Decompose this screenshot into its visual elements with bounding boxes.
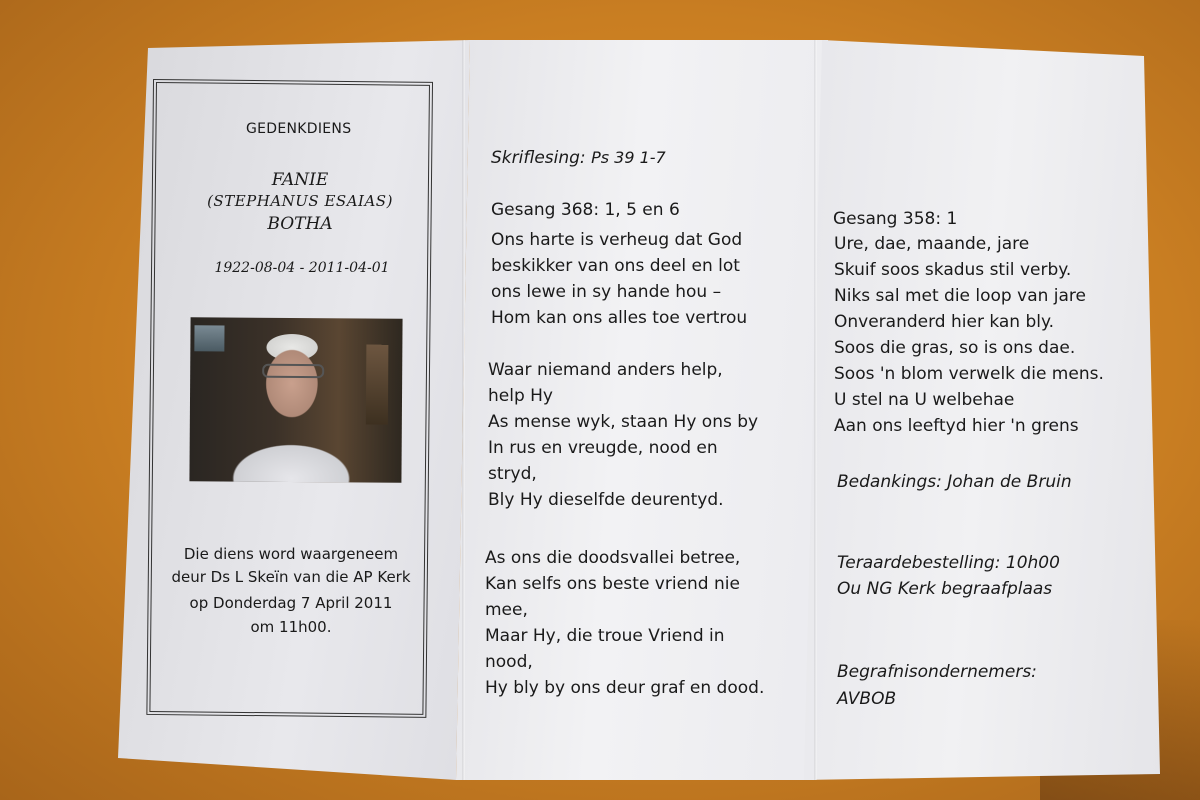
service-info-line-3: op Donderdag 7 April 2011 (189, 594, 393, 612)
hymn-368-heading (491, 197, 680, 223)
hymn-358-verses: : 1 (935, 209, 958, 229)
hymn-368-verses: : 1, 5 en 6 (593, 200, 680, 220)
service-info-line-4: om 11h00. (250, 618, 332, 636)
scripture-label: Skriflesing: (491, 148, 586, 168)
hymn-line: Soos die gras, so is ons dae. (834, 338, 1076, 358)
hymn-368-label: Gesang 368 (491, 200, 594, 220)
hymn-368-stanza-3 (485, 545, 764, 701)
hymn-line: Ons harte is verheug dat God (491, 230, 743, 250)
photo-window (194, 325, 224, 351)
hymn-368-stanza-2 (488, 357, 758, 513)
hymn-368-stanza-1 (491, 227, 747, 331)
scripture-reference: Ps 39 1-7 (591, 148, 666, 167)
undertakers-label: Begrafnisondernemers: (837, 662, 1037, 682)
burial-time: Teraardebestelling: 10h00 (837, 553, 1060, 573)
hymn-line: Onveranderd hier kan bly. (834, 312, 1055, 332)
hymn-line: As mense wyk, staan Hy ons by (488, 412, 759, 432)
photo-glasses (262, 364, 324, 378)
hymn-line: ons lewe in sy hande hou – (491, 282, 722, 302)
service-info-line-1: Die diens word waargeneem (183, 545, 399, 563)
hymn-line: help Hy (488, 386, 553, 406)
hymn-line: stryd, (488, 464, 537, 484)
hymn-358-stanza (834, 231, 1104, 439)
hymn-line: Aan ons leeftyd hier 'n grens (834, 416, 1079, 436)
fold-line-right (814, 40, 817, 780)
hymn-line: Soos 'n blom verwelk die mens. (834, 364, 1104, 384)
hymn-line: Niks sal met die loop van jare (834, 286, 1087, 306)
service-title: GEDENKDIENS (246, 121, 352, 137)
hymn-358-label: Gesang 358 (833, 209, 936, 229)
acknowledgements: Bedankings: Johan de Bruin (837, 472, 1072, 492)
scripture-reading (491, 145, 666, 171)
deceased-full-name: (STEPHANUS ESAIAS) (207, 192, 393, 210)
hymn-line: Hom kan ons alles toe vertrou (491, 308, 748, 328)
hymn-358-heading (833, 206, 957, 232)
life-dates: 1922-08-04 - 2011-04-01 (214, 260, 390, 276)
deceased-name: FANIE (271, 170, 329, 190)
hymn-line: Maar Hy, die troue Vriend in (485, 626, 725, 646)
hymn-line: Kan selfs ons beste vriend nie (485, 574, 740, 594)
hymn-line: U stel na U welbehae (834, 390, 1015, 410)
undertakers-name: AVBOB (837, 689, 897, 709)
hymn-line: Ure, dae, maande, jare (834, 234, 1030, 254)
hymn-line: Hy bly by ons deur graf en dood. (485, 678, 765, 698)
hymn-line: In rus en vreugde, nood en (488, 438, 718, 458)
hymn-line: Waar niemand anders help, (488, 360, 723, 380)
service-info-line-2: deur Ds L Skeïn van die AP Kerk (171, 568, 411, 586)
photo-background-object (366, 344, 389, 424)
fold-line-left (462, 40, 465, 780)
hymn-line: Skuif soos skadus stil verby. (834, 260, 1072, 280)
portrait-photo (189, 317, 402, 482)
hymn-line: nood, (485, 652, 533, 672)
hymn-line: beskikker van ons deel en lot (491, 256, 740, 276)
hymn-line: Bly Hy dieselfde deurentyd. (488, 490, 724, 510)
deceased-surname: BOTHA (267, 214, 333, 234)
hymn-line: mee, (485, 600, 528, 620)
hymn-line: As ons die doodsvallei betree, (485, 548, 741, 568)
burial-place: Ou NG Kerk begraafplaas (837, 579, 1053, 599)
